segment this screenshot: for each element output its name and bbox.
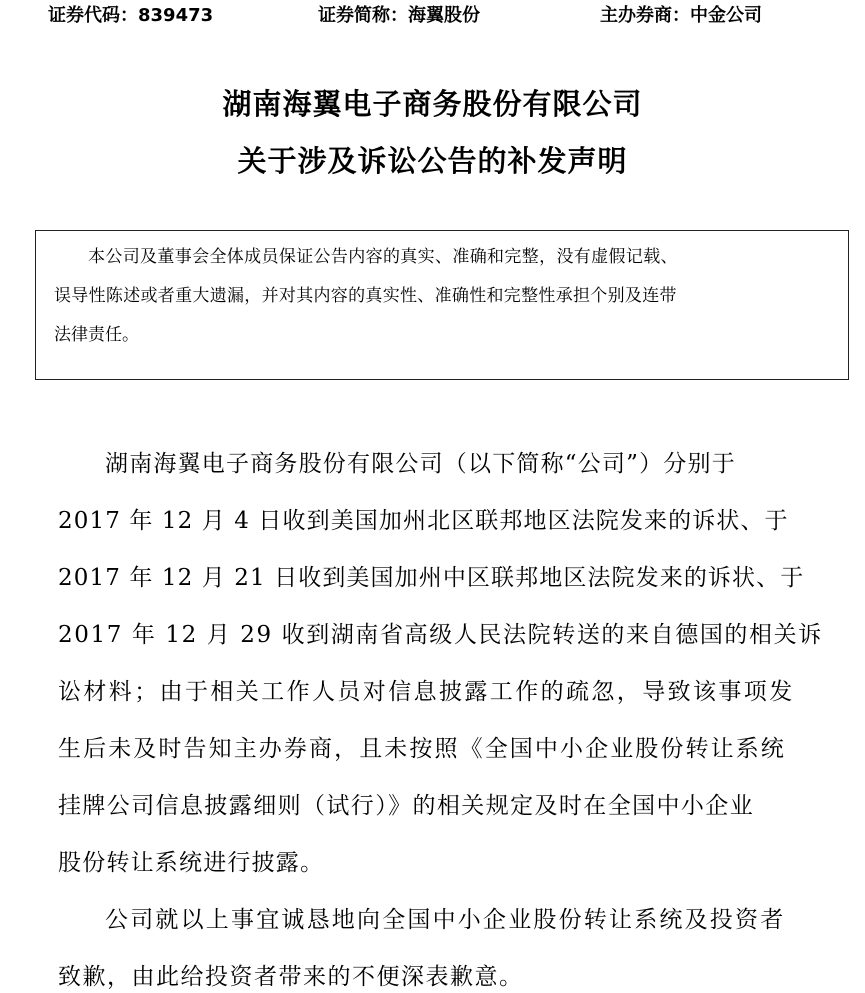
body-line: 股份转让系统进行披露。 (58, 850, 325, 876)
document-header (0, 4, 865, 28)
document-title-company: 湖南海翼电子商务股份有限公司 (222, 87, 643, 121)
disclaimer-line: 误导性陈述或者重大遗漏，并对其内容的真实性、准确性和完整性承担个别及连带 (54, 286, 677, 306)
body-line: 讼材料；由于相关工作人员对信息披露工作的疏忽，导致该事项发 (58, 679, 795, 705)
disclaimer-line: 本公司及董事会全体成员保证公告内容的真实、准确和完整，没有虚假记载、 (88, 247, 678, 267)
body-line: 2017 年 12 月 4 日收到美国加州北区联邦地区法院发来的诉状、于 (58, 508, 789, 534)
body-line: 挂牌公司信息披露细则（试行）》的相关规定及时在全国中小企业 (58, 793, 755, 819)
body-line: 公司就以上事宜诚恳地向全国中小企业股份转让系统及投资者 (105, 907, 786, 933)
body-line: 2017 年 12 月 29 收到湖南省高级人民法院转送的来自德国的相关诉 (58, 622, 823, 648)
disclaimer-line: 法律责任。 (54, 325, 139, 345)
body-line: 生后未及时告知主办券商，且未按照《全国中小企业股份转让系统 (58, 736, 786, 762)
sponsor-broker: 主办券商：中金公司 (600, 5, 762, 26)
disclaimer-box (35, 230, 849, 380)
body-line: 致歉，由此给投资者带来的不便深表歉意。 (58, 964, 524, 990)
stock-code: 证券代码：839473 (48, 5, 214, 26)
body-line: 湖南海翼电子商务股份有限公司（以下简称“公司”）分别于 (105, 451, 736, 477)
body-line: 2017 年 12 月 21 日收到美国加州中区联邦地区法院发来的诉状、于 (58, 565, 805, 591)
document-title-subject: 关于涉及诉讼公告的补发声明 (237, 144, 628, 178)
stock-abbreviation: 证券简称：海翼股份 (318, 5, 480, 26)
